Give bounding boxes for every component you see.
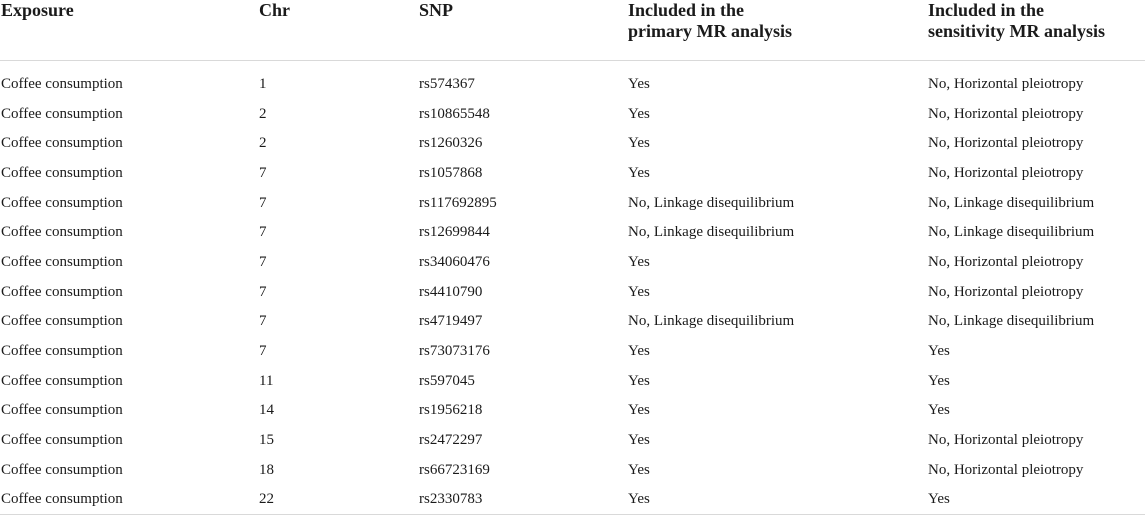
table-row [0, 247, 1145, 277]
cell-exposure: Coffee consumption [1, 164, 123, 181]
cell-chr: 7 [259, 194, 267, 211]
cell-primary: Yes [628, 75, 650, 92]
cell-exposure: Coffee consumption [1, 372, 123, 389]
cell-snp: rs597045 [419, 372, 475, 389]
header-sensitivity-line1: Included in the [928, 0, 1045, 20]
cell-primary: Yes [628, 343, 650, 360]
cell-snp: rs73073176 [419, 343, 490, 360]
cell-exposure: Coffee consumption [1, 343, 123, 360]
cell-primary: Yes [628, 283, 650, 300]
cell-primary: Yes [628, 135, 650, 152]
header-primary [627, 0, 927, 61]
cell-snp: rs2330783 [418, 485, 627, 515]
cell-sensitivity: Yes [928, 343, 950, 360]
cell-sensitivity: No, Linkage disequilibrium [928, 313, 1095, 330]
cell-exposure: Coffee consumption [1, 224, 123, 241]
cell-primary: Yes [628, 164, 650, 181]
cell-exposure: Coffee consumption [1, 461, 123, 478]
table-row [0, 307, 1145, 337]
header-primary-line1: Included in the [628, 0, 745, 20]
cell-sensitivity: No, Horizontal pleiotropy [928, 432, 1084, 449]
table-row [0, 336, 1145, 366]
cell-exposure: Coffee consumption [0, 485, 258, 515]
table-row [0, 188, 1145, 218]
cell-primary: No, Linkage disequilibrium [628, 194, 795, 211]
header-row [0, 0, 1145, 61]
cell-sensitivity: No, Horizontal pleiotropy [928, 75, 1084, 92]
table-row [0, 455, 1145, 485]
cell-chr: 14 [259, 402, 274, 419]
header-sensitivity-line2: sensitivity MR analysis [928, 21, 1106, 41]
header-primary-line2: primary MR analysis [628, 21, 792, 41]
cell-primary: Yes [628, 105, 650, 122]
cell-exposure: Coffee consumption [1, 253, 123, 270]
table-row [0, 217, 1145, 247]
cell-snp: rs2472297 [419, 432, 483, 449]
cell-exposure: Coffee consumption [1, 105, 123, 122]
cell-snp: rs4410790 [419, 283, 483, 300]
cell-sensitivity: No, Horizontal pleiotropy [928, 461, 1084, 478]
table-row [0, 61, 1145, 99]
cell-exposure: Coffee consumption [1, 75, 123, 92]
cell-chr: 7 [259, 313, 267, 330]
cell-sensitivity: No, Horizontal pleiotropy [928, 105, 1084, 122]
cell-sensitivity: Yes [928, 402, 950, 419]
cell-exposure: Coffee consumption [1, 313, 123, 330]
cell-primary: Yes [627, 485, 927, 515]
cell-primary: No, Linkage disequilibrium [628, 224, 795, 241]
cell-snp: rs4719497 [419, 313, 483, 330]
cell-snp: rs574367 [419, 75, 475, 92]
cell-sensitivity: No, Horizontal pleiotropy [928, 253, 1084, 270]
cell-sensitivity: No, Linkage disequilibrium [928, 224, 1095, 241]
table-row [0, 366, 1145, 396]
cell-exposure: Coffee consumption [1, 432, 123, 449]
table-row [0, 425, 1145, 455]
cell-chr: 15 [259, 432, 274, 449]
cell-chr: 11 [259, 372, 274, 389]
cell-snp: rs10865548 [419, 105, 490, 122]
cell-primary: Yes [628, 372, 650, 389]
cell-exposure: Coffee consumption [1, 402, 123, 419]
table-row [0, 158, 1145, 188]
table-row [0, 396, 1145, 426]
cell-snp: rs1057868 [419, 164, 483, 181]
cell-sensitivity: No, Linkage disequilibrium [928, 194, 1095, 211]
cell-primary: No, Linkage disequilibrium [628, 313, 795, 330]
cell-snp: rs1956218 [419, 402, 483, 419]
cell-sensitivity: No, Horizontal pleiotropy [928, 164, 1084, 181]
table-header [0, 0, 1145, 61]
cell-primary: Yes [628, 253, 650, 270]
cell-chr: 7 [259, 253, 267, 270]
cell-chr: 18 [259, 461, 274, 478]
table-body [0, 61, 1145, 515]
table-row [0, 485, 1145, 515]
cell-sensitivity: No, Horizontal pleiotropy [928, 135, 1084, 152]
cell-snp: rs66723169 [419, 461, 490, 478]
cell-snp: rs34060476 [419, 253, 490, 270]
table-row [0, 277, 1145, 307]
cell-snp: rs12699844 [419, 224, 490, 241]
header-sensitivity [927, 0, 1145, 61]
cell-snp: rs117692895 [419, 194, 497, 211]
cell-chr: 22 [258, 485, 418, 515]
table-row [0, 128, 1145, 158]
cell-chr: 7 [259, 283, 267, 300]
cell-chr: 2 [259, 135, 267, 152]
cell-chr: 7 [259, 224, 267, 241]
cell-exposure: Coffee consumption [1, 194, 123, 211]
cell-chr: 2 [259, 105, 267, 122]
header-exposure: Exposure [0, 0, 258, 61]
header-chr: Chr [258, 0, 418, 61]
table-row [0, 99, 1145, 129]
cell-chr: 7 [259, 343, 267, 360]
cell-primary: Yes [628, 461, 650, 478]
cell-chr: 7 [259, 164, 267, 181]
header-snp: SNP [418, 0, 627, 61]
cell-sensitivity: Yes [927, 485, 1145, 515]
cell-exposure: Coffee consumption [1, 135, 123, 152]
cell-snp: rs1260326 [419, 135, 483, 152]
cell-sensitivity: No, Horizontal pleiotropy [928, 283, 1084, 300]
cell-primary: Yes [628, 402, 650, 419]
cell-exposure: Coffee consumption [1, 283, 123, 300]
cell-chr: 1 [259, 75, 267, 92]
cell-primary: Yes [628, 432, 650, 449]
cell-sensitivity: Yes [928, 372, 950, 389]
